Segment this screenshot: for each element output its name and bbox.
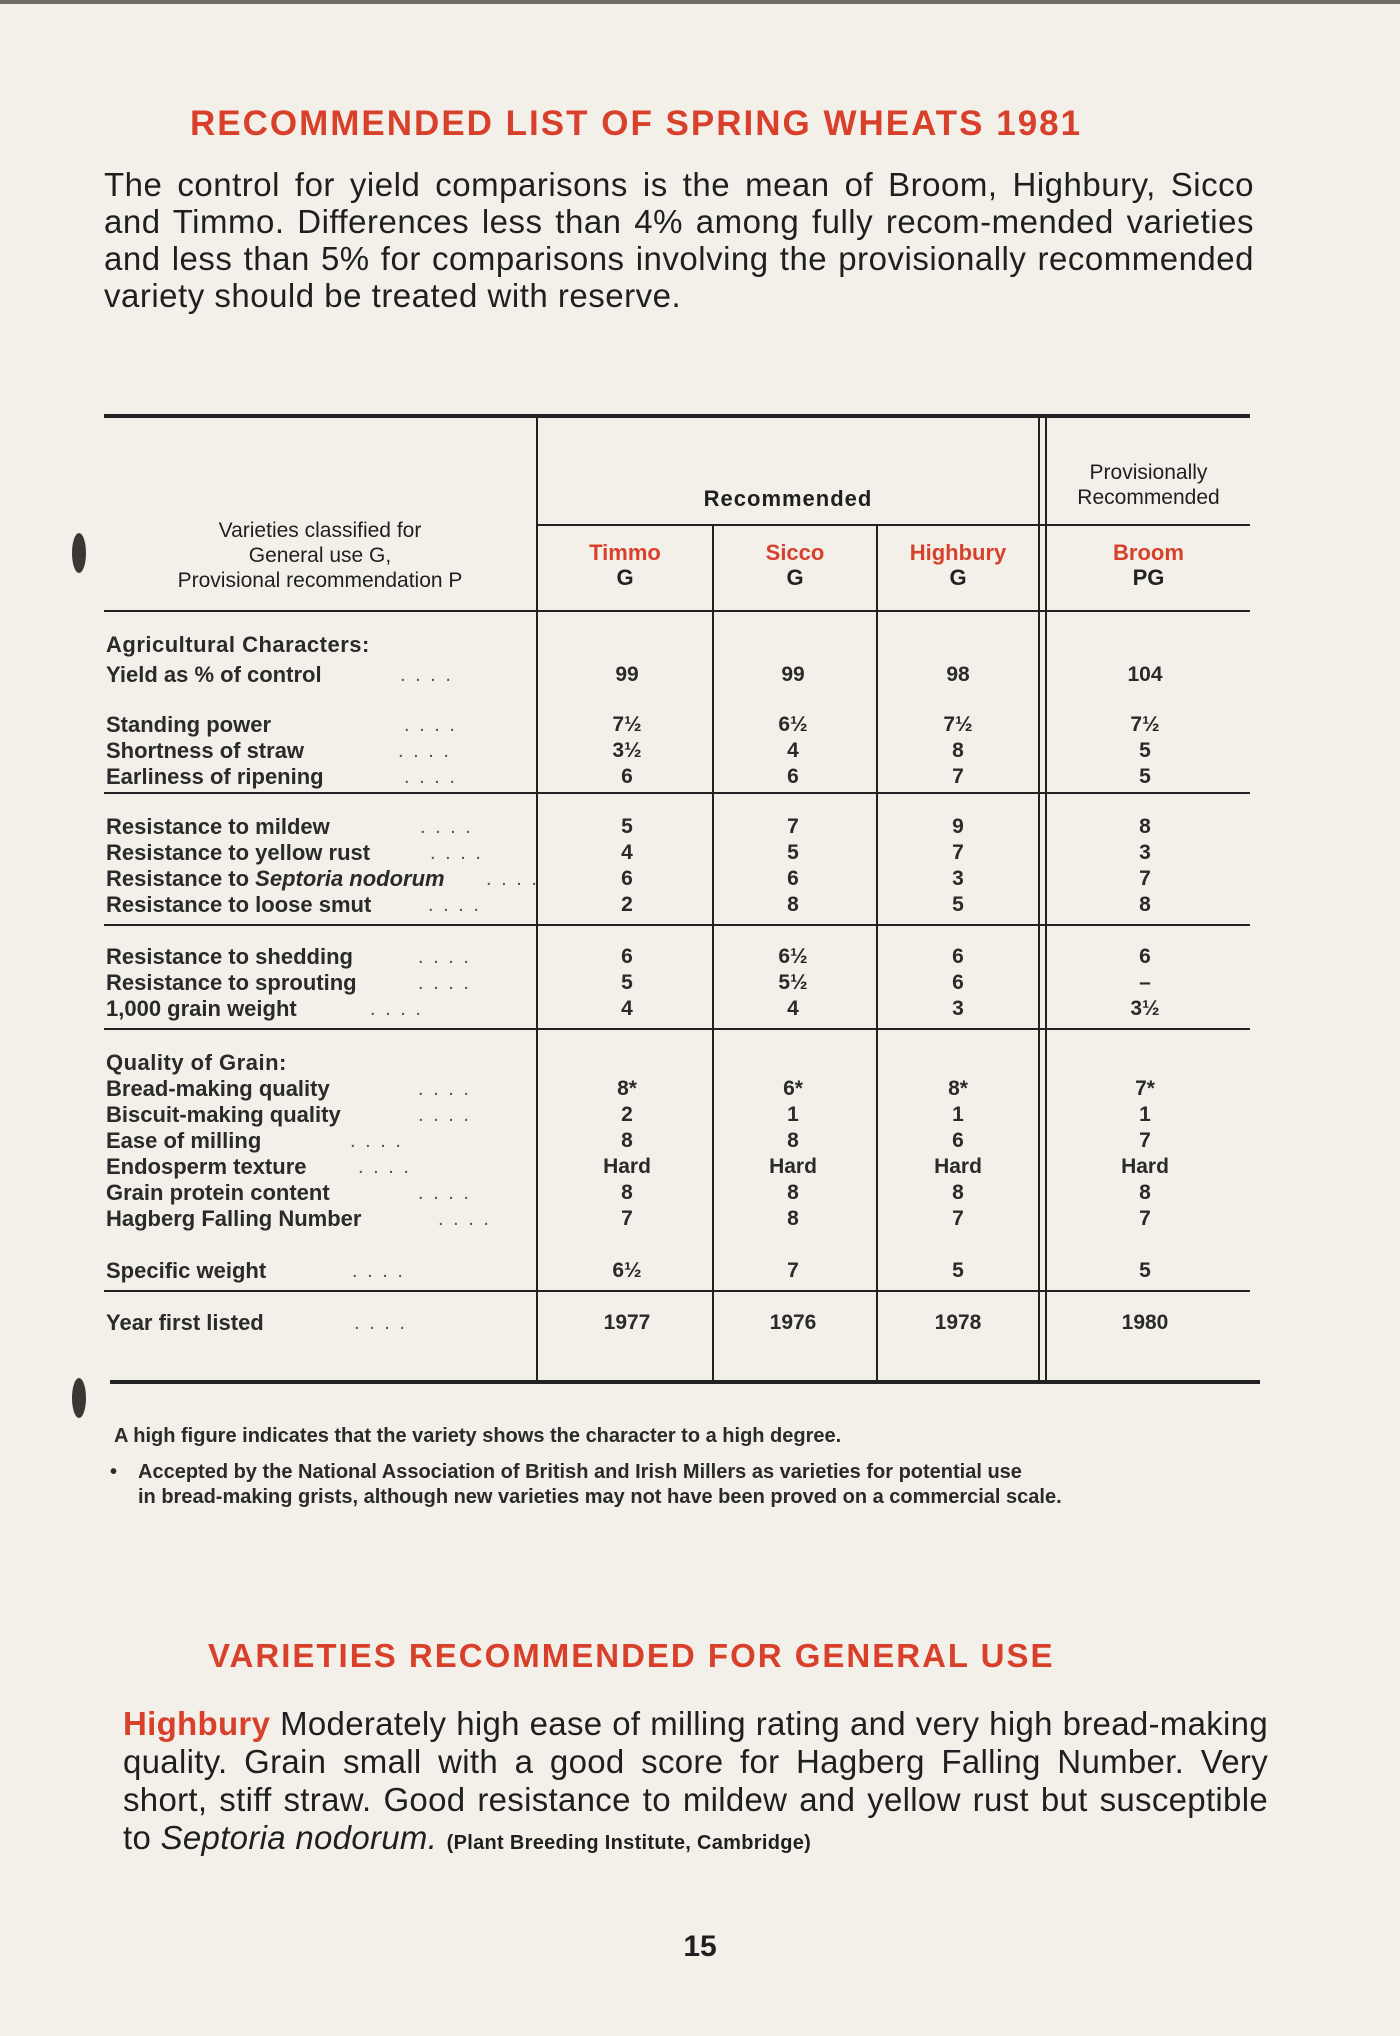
column-header-broom [1047,540,1250,590]
table-cell: 8 [621,1181,633,1204]
corner-line: General use G, [248,544,392,567]
table-cell: 4 [787,997,799,1020]
corner-heading [110,518,530,593]
table-cell: 7 [1139,867,1151,890]
table-cell: 7 [1139,1129,1151,1152]
variety-name-highbury: Highbury [123,1705,271,1742]
table-cell: Hard [603,1155,651,1178]
corner-line: Provisional recommendation P [177,569,463,592]
section-rule [104,1290,1250,1292]
table-cell: 2 [621,1103,633,1126]
row-label: Yield as % of control [106,662,322,687]
table-cell: 8 [787,1129,799,1152]
row-label: Ease of milling [106,1128,262,1153]
leader-dots: . . . . [420,816,473,838]
row-label: Resistance to Septoria nodorum [106,866,445,891]
footnote-millers-line2: in bread-making grists, although new varieties may not have been proved on a commercial scale. [138,1486,1062,1508]
table-cell: 5 [621,815,633,838]
column-name: Timmo [589,540,661,565]
table-cell: 99 [615,663,639,686]
table-cell: 6½ [612,1259,642,1282]
table-cell: 1978 [934,1311,982,1334]
table-cell: 8 [787,893,799,916]
row-label: Biscuit-making quality [106,1102,341,1127]
table-cell: 7 [621,1207,633,1230]
table-cell: – [1139,971,1151,994]
table-cell: Hard [934,1155,982,1178]
leader-dots: . . . . [404,714,457,736]
column-header-timmo [538,540,712,590]
section-heading-quality: Quality of Grain: [106,1050,287,1075]
row-label: Bread-making quality [106,1076,330,1101]
table-cell: Hard [769,1155,817,1178]
table-cell: 7 [1139,1207,1151,1230]
row-label: Resistance to mildew [106,814,330,839]
header-divider [536,524,1250,526]
table-cell: 8 [787,1207,799,1230]
section-rule [104,1028,1250,1030]
table-cell: 5 [787,841,799,864]
table-top-rule [104,414,1250,418]
column-header-highbury [878,540,1038,590]
leader-dots: . . . . [352,1260,405,1282]
row-label: Endosperm texture [106,1154,307,1179]
row-label: Hagberg Falling Number [106,1206,362,1231]
table-cell: 6 [1139,945,1151,968]
table-cell: 8 [787,1181,799,1204]
leader-dots: . . . . [404,766,457,788]
leader-dots: . . . . [418,1104,471,1126]
row-label: Resistance to sprouting [106,970,357,995]
table-cell: 3 [952,997,964,1020]
row-label: Grain protein content [106,1180,330,1205]
provisional-group-heading [1047,460,1250,510]
table-cell: 9 [952,815,964,838]
table-cell: 3 [1139,841,1151,864]
leader-dots: . . . . [370,998,423,1020]
table-cell: 7½ [1130,713,1160,736]
table-cell: 1 [952,1103,964,1126]
table-cell: 8 [952,1181,964,1204]
section-heading-agricultural: Agricultural Characters: [106,632,370,657]
highbury-description [123,1705,1268,1862]
leader-dots: . . . . [398,740,451,762]
leader-dots: . . . . [428,894,481,916]
table-cell: 7 [787,1259,799,1282]
leader-dots: . . . . [358,1156,411,1178]
provisional-line: Recommended [1077,486,1220,509]
table-cell: 4 [621,997,633,1020]
footnote-millers-line1: Accepted by the National Association of British and Irish Millers as varieties for potential use [138,1461,1022,1483]
top-edge-rule [0,0,1400,4]
table-cell: 7 [952,1207,964,1230]
column-name: Sicco [765,540,825,565]
footnote-high-figure: A high figure indicates that the variety shows the character to a high degree. [114,1425,842,1447]
row-label: Earliness of ripening [106,764,324,789]
intro-paragraph: The control for yield comparisons is the mean of Broom, Highbury, Sicco and Timmo. Differences less than 4% among fully recom-mended varieties and less than 5% for comparisons involving the provisionally recommended variety should be treated with reserve. [104,166,1254,314]
leader-dots: . . . . [354,1312,407,1334]
table-cell: 8* [617,1077,637,1100]
table-cell: 1977 [603,1311,651,1334]
row-label: Shortness of straw [106,738,305,763]
table-cell: 7 [952,841,964,864]
table-cell: 6 [952,945,964,968]
table-cell: 8 [621,1129,633,1152]
table-cell: 6 [787,765,799,788]
section-rule [104,924,1250,926]
row-label: Standing power [106,712,271,737]
row-label: Specific weight [106,1258,267,1283]
leader-dots: . . . . [400,664,453,686]
table-cell: 8* [948,1077,968,1100]
row-label: Resistance to shedding [106,944,353,969]
table-cell: 6* [783,1077,803,1100]
table-cell: 7½ [943,713,973,736]
footnote-bullet: • [110,1461,118,1483]
table-cell: 6 [952,1129,964,1152]
column-class: G [786,565,804,590]
leader-dots: . . . . [418,1182,471,1204]
table-cell: 4 [621,841,633,864]
table-cell: 6 [621,765,633,788]
column-class: PG [1132,565,1165,590]
leader-dots: . . . . [418,1078,471,1100]
table-cell: 8 [1139,815,1151,838]
recommended-group-heading: Recommended [703,486,873,511]
table-cell: 6 [621,945,633,968]
table-bottom-rule [110,1380,1260,1384]
page-number: 15 [683,1930,717,1963]
table-cell: 6 [952,971,964,994]
table-cell: 3½ [1130,997,1160,1020]
table-cell: 6 [787,867,799,890]
header-bottom-rule [104,610,1250,612]
row-label: 1,000 grain weight [106,996,297,1021]
column-name: Highbury [909,540,1007,565]
table-cell: 1980 [1121,1311,1169,1334]
binder-hole-icon [72,533,86,573]
section-rule [104,792,1250,794]
leader-dots: . . . . [418,946,471,968]
table-cell: 7* [1135,1077,1155,1100]
table-cell: 6 [621,867,633,890]
table-cell: 5½ [778,971,808,994]
table-cell: 2 [621,893,633,916]
section-title-general-use: VARIETIES RECOMMENDED FOR GENERAL USE [208,1637,1055,1674]
table-cell: 5 [952,1259,964,1282]
column-class: G [949,565,967,590]
table-cell: 5 [952,893,964,916]
table-cell: 6½ [778,713,808,736]
table-cell: 5 [1139,765,1151,788]
description-italic: Septoria nodorum. [160,1819,438,1856]
table-cell: 7 [787,815,799,838]
table-cell: 8 [1139,1181,1151,1204]
table-cell: 1 [1139,1103,1151,1126]
column-divider [1038,416,1040,1382]
breeder-source: (Plant Breeding Institute, Cambridge) [446,1832,812,1854]
binder-hole-icon [72,1378,86,1418]
table-cell: 3½ [612,739,642,762]
table-cell: 8 [1139,893,1151,916]
description-text: Moderately high ease of milling rating and very high bread-making quality. Grain small with a good score for Hagberg Falling Number. Very short, stiff straw. Good resistance to mildew and yellow rust but susceptible to [123,1705,1268,1856]
table-cell: 6½ [778,945,808,968]
table-cell: Hard [1121,1155,1169,1178]
leader-dots: . . . . [430,842,483,864]
row-label: Year first listed [106,1310,264,1335]
table-cell: 5 [621,971,633,994]
column-header-sicco [714,540,876,590]
table-cell: 5 [1139,739,1151,762]
column-class: G [616,565,634,590]
provisional-line: Provisionally [1089,461,1208,484]
row-label: Resistance to yellow rust [106,840,371,865]
corner-line: Varieties classified for [218,519,422,542]
table-cell: 8 [952,739,964,762]
leader-dots: . . . . [438,1208,491,1230]
table-cell: 99 [781,663,805,686]
table-cell: 3 [952,867,964,890]
table-cell: 1 [787,1103,799,1126]
table-cell: 98 [946,663,970,686]
leader-dots: . . . . [486,868,539,890]
table-cell: 104 [1127,663,1163,686]
leader-dots: . . . . [418,972,471,994]
table-cell: 1976 [769,1311,817,1334]
table-cell: 7 [952,765,964,788]
leader-dots: . . . . [350,1130,403,1152]
column-name: Broom [1113,540,1184,565]
table-cell: 7½ [612,713,642,736]
column-divider [712,526,714,1382]
page-title: RECOMMENDED LIST OF SPRING WHEATS 1981 [190,104,1083,143]
table-cell: 4 [787,739,799,762]
row-label: Resistance to loose smut [106,892,372,917]
table-cell: 5 [1139,1259,1151,1282]
column-divider [876,526,878,1382]
